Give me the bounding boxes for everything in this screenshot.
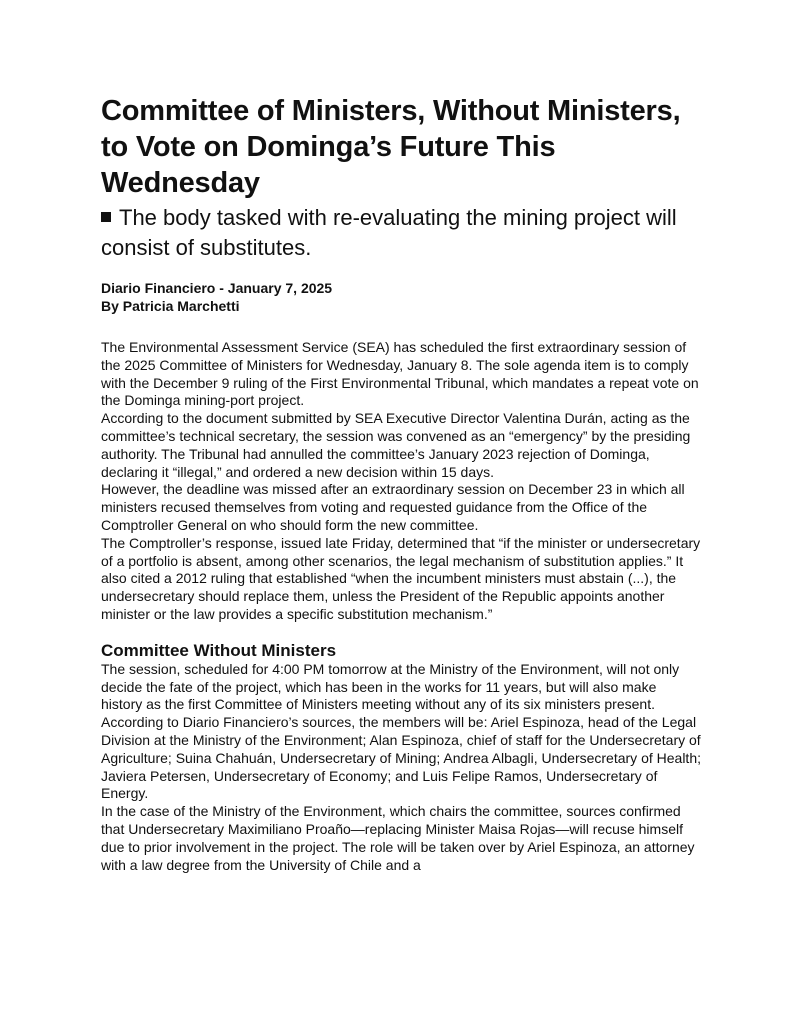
- square-bullet-icon: [101, 212, 111, 222]
- subtitle-text: The body tasked with re-evaluating the mining project will consist of substitutes.: [101, 205, 677, 260]
- author-line: By Patricia Marchetti: [101, 298, 240, 314]
- article-subtitle: [101, 203, 701, 263]
- article-title: Committee of Ministers, Without Ministers, to Vote on Dominga’s Future This Wednesday: [101, 95, 681, 199]
- paragraph: In the case of the Ministry of the Environment, which chairs the committee, sources confirmed that Undersecretary Maximiliano Proaño—replacing Minister Maisa Rojas—will recuse himself due to prior involvement in the project. The role will be taken over by Ariel Espinoza, an attorney with a law degree from the University of Chile and a: [101, 803, 695, 873]
- paragraph: According to Diario Financiero’s sources, the members will be: Ariel Espinoza, head of the Legal Division at the Ministry of the Environment; Alan Espinoza, chief of staff for the Undersecretary of Agriculture; Suina Chahuán, Undersecretary of Mining; Andrea Albagli, Undersecretary of Health; Javiera Petersen, Undersecretary of Economy; and Luis Felipe Ramos, Undersecretary of Energy.: [101, 714, 701, 802]
- source-line: Diario Financiero - January 7, 2025: [101, 280, 333, 296]
- section-heading: Committee Without Ministers: [101, 640, 337, 660]
- paragraph: According to the document submitted by SEA Executive Director Valentina Durán, acting as the committee’s technical secretary, the session was convened as an “emergency” by the presiding authority. The Tribunal had annulled the committee’s January 2023 rejection of Dominga, declaring it “illegal,” and ordered a new decision within 15 days.: [101, 410, 691, 480]
- article-body: [101, 339, 701, 874]
- paragraph: The session, scheduled for 4:00 PM tomorrow at the Ministry of the Environment, will not only decide the fate of the project, which has been in the works for 11 years, but will also make history as the first Committee of Ministers meeting without any of its six ministers present.: [101, 660, 680, 713]
- article: [101, 93, 701, 874]
- paragraph: However, the deadline was missed after an extraordinary session on December 23 in which all ministers recused themselves from voting and requested guidance from the Office of the Comptroller General on who should form the new committee.: [101, 481, 685, 533]
- paragraph: The Environmental Assessment Service (SEA) has scheduled the first extraordinary session of the 2025 Committee of Ministers for Wednesday, January 8. The sole agenda item is to comply with the December 9 ruling of the First Environmental Tribunal, which mandates a repeat vote on the Dominga mining-port project.: [101, 339, 699, 409]
- paragraph: The Comptroller’s response, issued late Friday, determined that “if the minister or undersecretary of a portfolio is absent, among other scenarios, the legal mechanism of substitution applies.” It also cited a 2012 ruling that established “when the incumbent ministers must abstain (...), the undersecretary should replace them, unless the President of the Republic appoints another minister or the law provides a specific substitution mechanism.”: [101, 534, 701, 622]
- byline: [101, 279, 701, 315]
